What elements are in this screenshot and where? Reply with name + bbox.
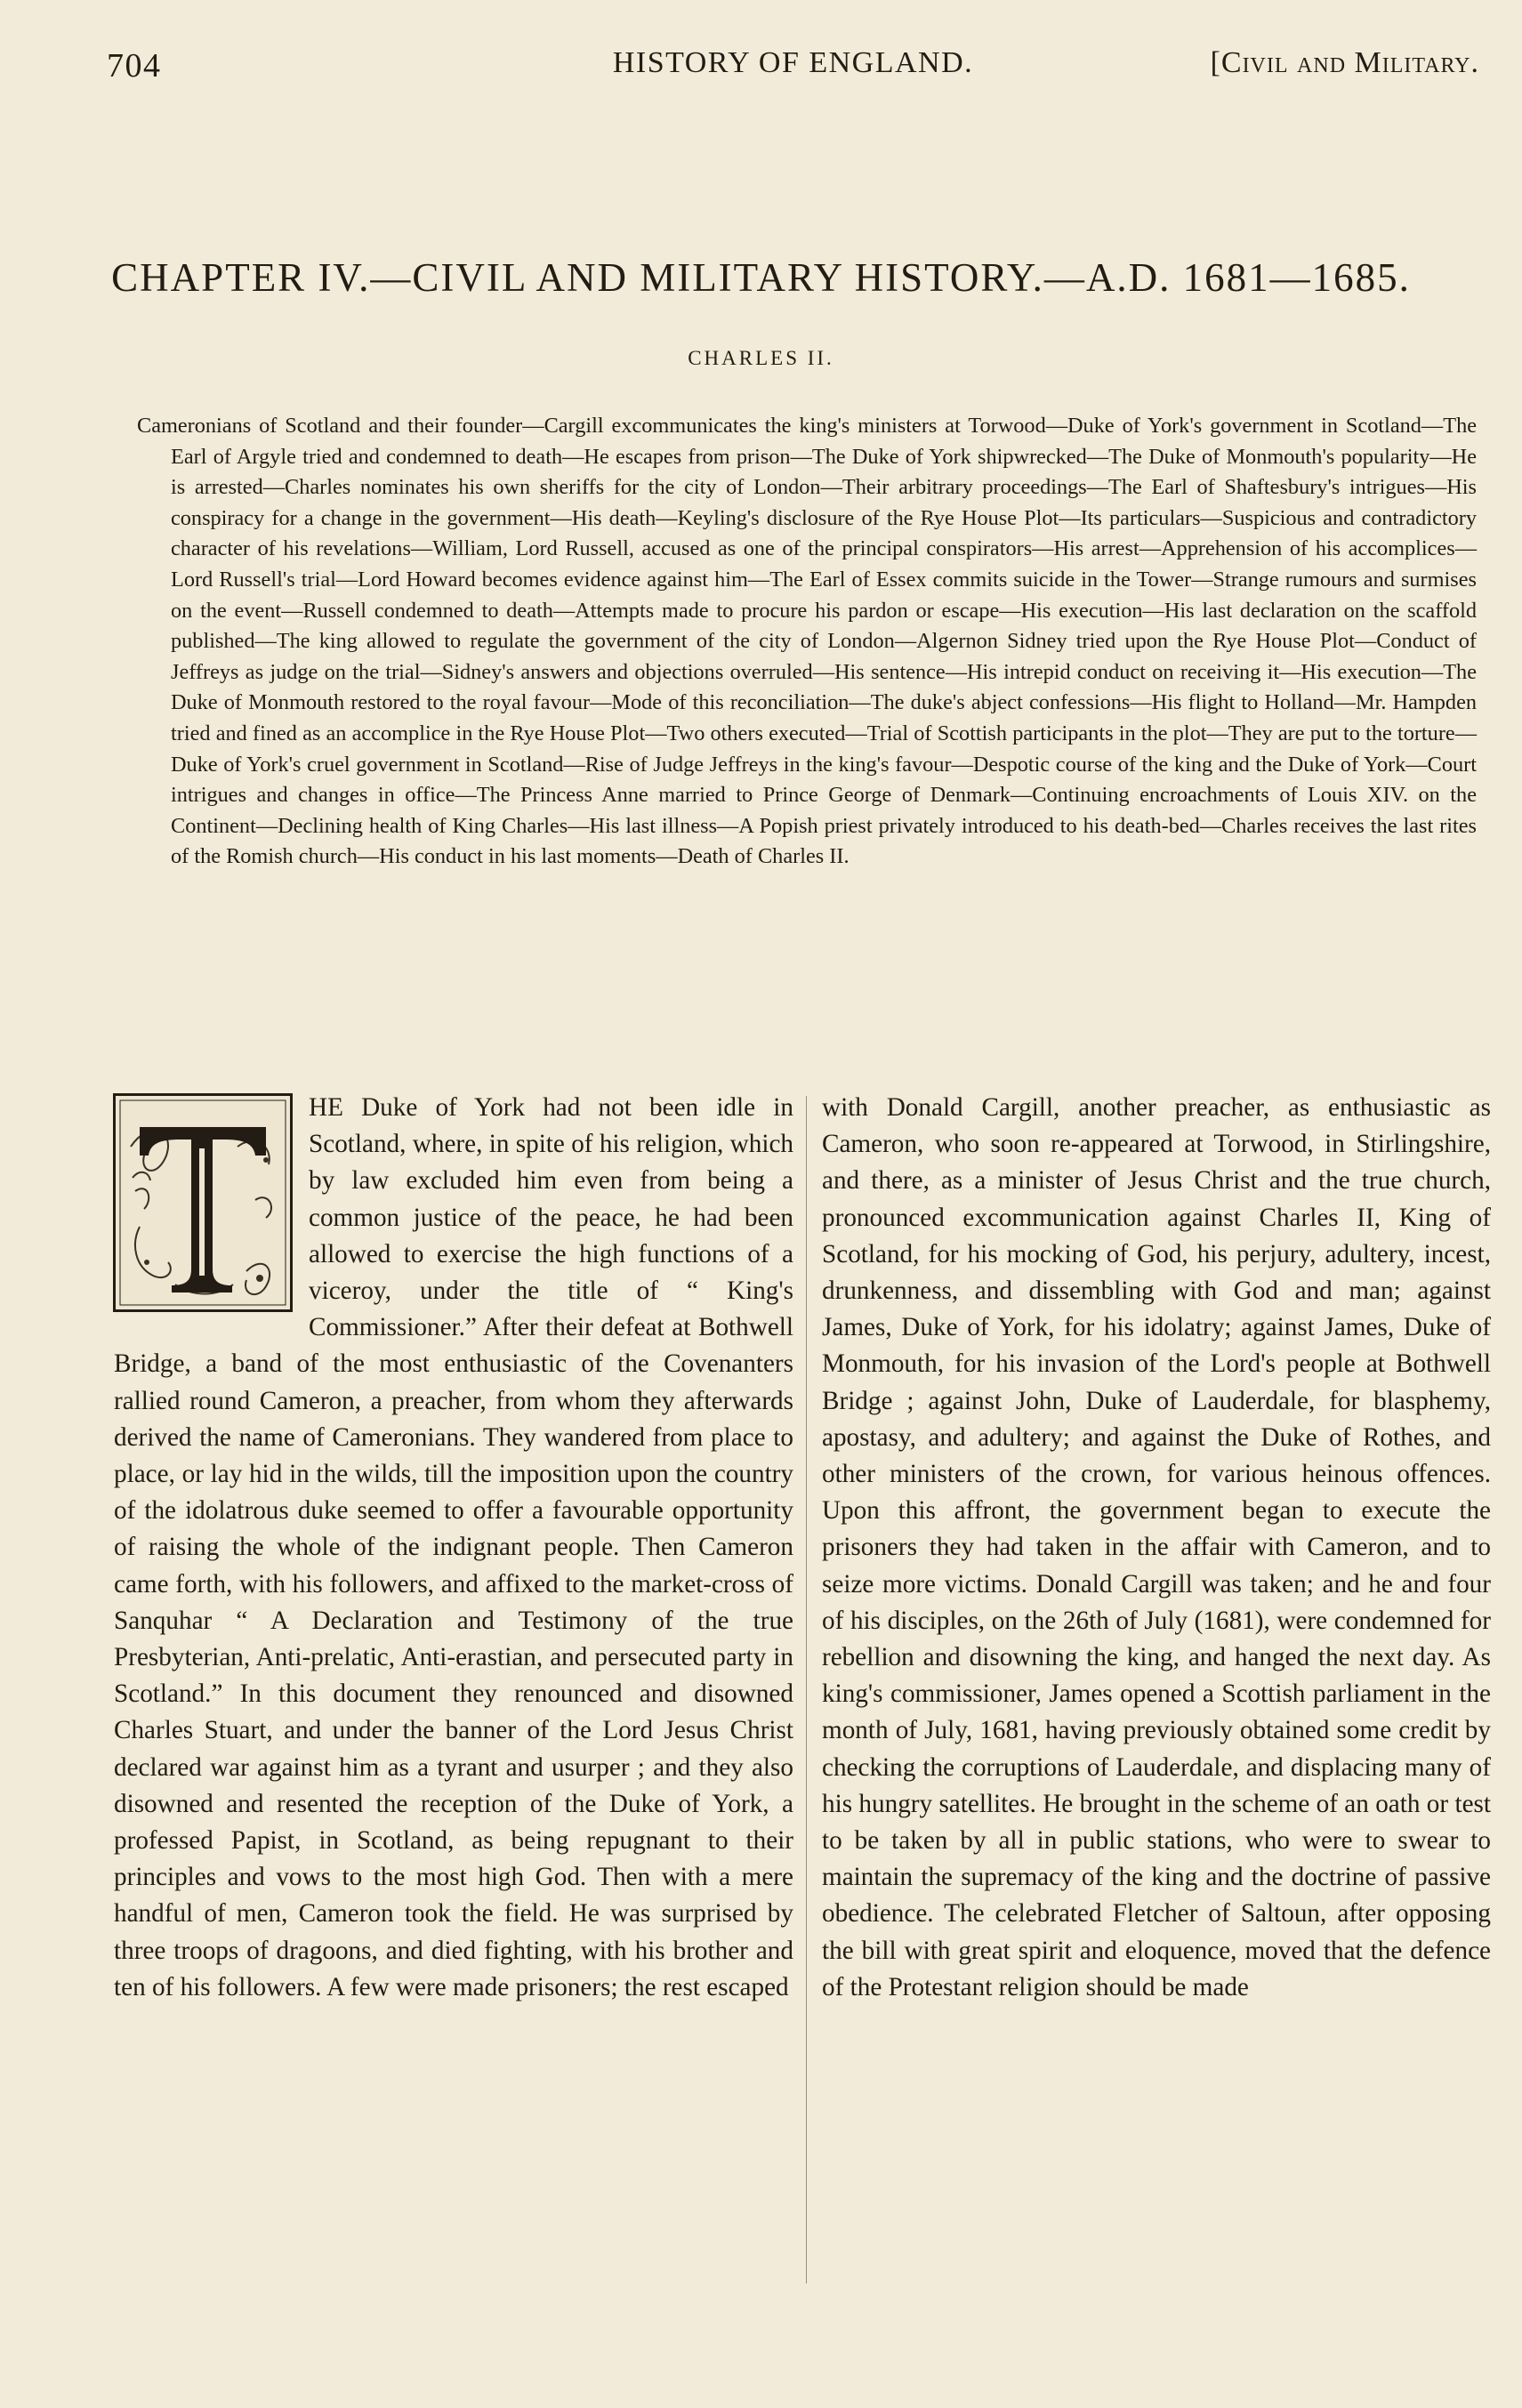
page-number: 704 <box>107 47 162 85</box>
body-column-right <box>822 1090 1491 2006</box>
chapter-date-prefix: A.D. <box>1085 255 1172 300</box>
running-head <box>107 46 1479 91</box>
reign-heading: CHARLES II. <box>688 347 834 369</box>
chapter-date-range: 1681—1685. <box>1171 255 1411 300</box>
running-title: HISTORY OF ENGLAND. <box>612 46 974 79</box>
body-left-text: HE Duke of York had not been idle in Scotland, where, in spite of his religion, which by law excluded him even from being a common justice of the peace, he had been allowed to exercise the high functions of a viceroy, under the title of “ King's Commissioner.” After their defeat at Bothwell Bridge, a band of the most enthusiastic of the Covenanters rallied round Cameron, a preacher, from whom they afterwards derived the name of Cameronians. They wandered from place to place, or lay hid in the wilds, till the imposition upon the country of the idolatrous duke seemed to offer a favourable opportunity of raising the whole of the indignant people. Then Cameron came forth, with his followers, and affixed to the market-cross of Sanquhar “ A Declaration and Testimony of the true Presbyterian, Anti-prelatic, Anti-erastian, and persecuted party in Scotland.” In this document they renounced and disowned Charles Stuart, and under the banner of the Lord Jesus Christ declared war against him as a tyrant and usurper ; and they also disowned and resented the reception of the Duke of York, a professed Papist, in Scotland, as being repugnant to their principles and vows to the most high God. Then with a mere handful of men, Cameron took the field. He was surprised by three troops of dragoons, and died fighting, with his brother and ten of his followers. A few were made prisoners; the rest escaped <box>114 1093 793 2001</box>
body-right-text: with Donald Cargill, another preacher, as enthusiastic as Cameron, who soon re-appeared at Torwood, in Stirlingshire, and there, as a minister of Jesus Christ and the true church, pronounced excommunication against Charles II, King of Scotland, for his mocking of God, his perjury, adultery, incest, drunkenness, and dissembling with God and man; against James, Duke of York, for his idolatry; against James, Duke of Monmouth, for his invasion of the Lord's people at Bothwell Bridge ; against John, Duke of Lauderdale, for blasphemy, apostasy, and adultery; and against the Duke of Rothes, and other ministers of the crown, for various heinous offences. Upon this affront, the government began to execute the prisoners they had taken in the affair with Cameron, and to seize more victims. Donald Cargill was taken; and he and four of his disciples, on the 26th of July (1681), were condemned for rebellion and disowning the king, and hanged the next day. As king's commissioner, James opened a Scottish parliament in the month of July, 1681, having previously obtained some credit by checking the corruptions of Lauderdale, and displacing many of his hungry satellites. He brought in the scheme of an oath or test to be taken by all in public stations, who were to swear to maintain the supremacy of the king and the doctrine of passive obedience. The celebrated Fletcher of Saltoun, after opposing the bill with great spirit and eloquence, moved that the defence of the Protestant religion should be made <box>822 1093 1491 2001</box>
body-column-left <box>114 1090 793 2006</box>
decorated-initial <box>113 1093 293 1312</box>
chapter-title <box>0 254 1522 301</box>
chapter-summary: Cameronians of Scotland and their founder—Cargill excommunicates the king's ministers at Torwood—Duke of York's government in Scotland—The Earl of Argyle tried and condemned to death—He escapes from prison—The Duke of York shipwrecked—The Duke of Monmouth's popularity—He is arrested—Charles nominates his own sheriffs for the city of London—Their arbitrary proceedings—The Earl of Shaftesbury's intrigues—His conspiracy for a change in the government—His death—Keyling's disclosure of the Rye House Plot—Its particulars—Suspicious and contradictory character of his revelations—William, Lord Russell, accused as one of the principal conspirators—His arrest—Apprehension of his accomplices—Lord Russell's trial—Lord Howard becomes evidence against him—The Earl of Essex commits suicide in the Tower—Strange rumours and surmises on the event—Russell condemned to death—Attempts made to procure his pardon or escape—His execution—His last declaration on the scaffold published—The king allowed to regulate the government of the city of London—Algernon Sidney tried upon the Rye House Plot—Conduct of Jeffreys as judge on the trial—Sidney's answers and objections overruled—His sentence—His intrepid conduct on receiving it—His execution—The Duke of Monmouth restored to the royal favour—Mode of this reconciliation—The duke's abject confessions—His flight to Holland—Mr. Hampden tried and fined as an accomplice in the Rye House Plot—Two others executed—Trial of Scottish participants in the plot—They are put to the torture—Duke of York's cruel government in Scotland—Rise of Judge Jeffreys in the king's favour—Despotic course of the king and the Duke of York—Court intrigues and changes in office—The Princess Anne married to Prince George of Denmark—Continuing encroachments of Louis XIV. on the Continent—Declining health of King Charles—His last illness—A Popish priest privately introduced to his death-bed—Charles receives the last rites of the Romish church—His conduct in his last moments—Death of Charles II. <box>137 414 1477 869</box>
chapter-title-text: CHAPTER IV.—CIVIL AND MILITARY HISTORY.— <box>111 255 1086 300</box>
decorated-initial-t-icon <box>113 1093 293 1312</box>
column-divider <box>806 1096 807 2283</box>
section-label: [Civil and Military. <box>1210 46 1479 79</box>
